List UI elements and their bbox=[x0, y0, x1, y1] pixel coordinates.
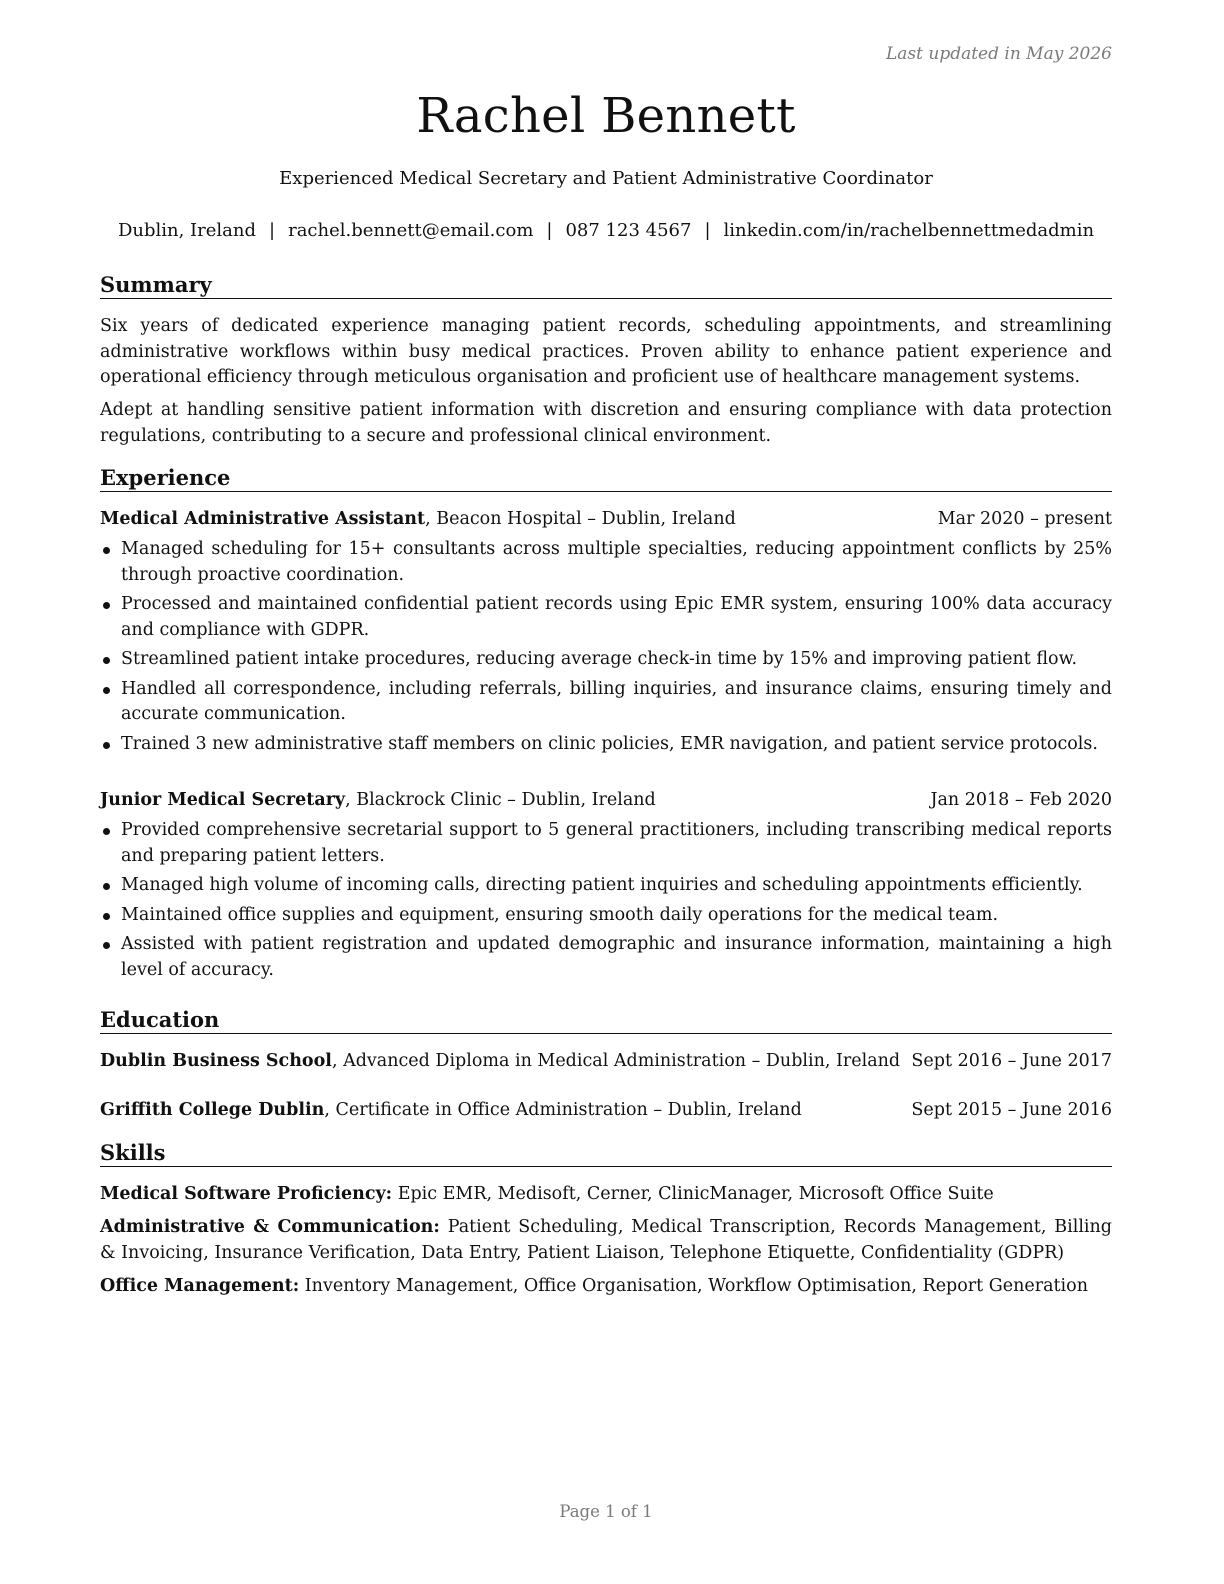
skill-label: Office Management: bbox=[100, 1276, 300, 1296]
contact-email[interactable]: rachel.bennett@email.com bbox=[288, 220, 534, 241]
skill-group bbox=[100, 1274, 1112, 1300]
section-title-education: Education bbox=[100, 1008, 1112, 1034]
job-org: , Blackrock Clinic – Dublin, Ireland bbox=[345, 790, 656, 810]
candidate-name: Rachel Bennett bbox=[416, 88, 796, 144]
list-item: Provided comprehensive secretarial support to 5 general practitioners, including transcribing medical reports and preparing patient letters. bbox=[100, 818, 1112, 869]
job-role: Junior Medical Secretary bbox=[100, 790, 346, 810]
skill-items: Patient Scheduling, Medical Transcription, Records Management, Billing & Invoicing, Insurance Verification, Data Entry, Patient Liaison, Telephone Etiquette, Confidentiality (GDPR) bbox=[100, 1217, 1112, 1263]
list-item: Trained 3 new administrative staff members on clinic policies, EMR navigation, and patient service protocols. bbox=[100, 732, 1112, 758]
job-org: , Beacon Hospital – Dublin, Ireland bbox=[425, 509, 736, 529]
list-item: Assisted with patient registration and updated demographic and insurance information, maintaining a high level of accuracy. bbox=[100, 932, 1112, 983]
education-entry bbox=[100, 1049, 1112, 1074]
skill-group bbox=[100, 1215, 1112, 1266]
section-title-experience: Experience bbox=[100, 466, 1112, 492]
list-item: Handled all correspondence, including referrals, billing inquiries, and insurance claims, ensuring timely and accurate communication. bbox=[100, 677, 1112, 728]
summary-paragraph: Six years of dedicated experience managing patient records, scheduling appointments, and streamlining administrative workflows within busy medical practices. Proven ability to enhance patient experience and operational efficiency through meticulous organisation and proficient use of healthcare management systems. bbox=[100, 316, 1112, 387]
job-bullets bbox=[100, 537, 1112, 761]
job-bullets bbox=[100, 818, 1112, 987]
list-item: Processed and maintained confidential patient records using Epic EMR system, ensuring 100% data accuracy and compliance with GDPR. bbox=[100, 592, 1112, 643]
job-dates: Mar 2020 – present bbox=[937, 509, 1112, 529]
education-dates: Sept 2015 – June 2016 bbox=[911, 1100, 1112, 1120]
contact-separator: | bbox=[704, 220, 711, 241]
contact-separator: | bbox=[546, 220, 553, 241]
job-role: Medical Administrative Assistant bbox=[100, 509, 426, 529]
list-item: Managed scheduling for 15+ consultants across multiple specialties, reducing appointment conflicts by 25% through proactive coordination. bbox=[100, 537, 1112, 588]
skill-group bbox=[100, 1182, 1112, 1208]
resume-page bbox=[100, 0, 1112, 1584]
education-dates: Sept 2016 – June 2017 bbox=[911, 1051, 1112, 1071]
contact-line bbox=[100, 220, 1112, 241]
job-dates: Jan 2018 – Feb 2020 bbox=[930, 790, 1112, 810]
education-entry bbox=[100, 1098, 1112, 1123]
skill-items: Epic EMR, Medisoft, Cerner, ClinicManager, Microsoft Office Suite bbox=[392, 1184, 994, 1204]
education-school: Griffith College Dublin bbox=[100, 1100, 325, 1120]
skill-label: Medical Software Proficiency: bbox=[100, 1184, 393, 1204]
section-title-summary: Summary bbox=[100, 273, 1112, 299]
headline: Experienced Medical Secretary and Patient Administrative Coordinator bbox=[279, 168, 933, 189]
list-item: Streamlined patient intake procedures, reducing average check-in time by 15% and improving patient flow. bbox=[100, 647, 1112, 673]
section-title-skills: Skills bbox=[100, 1141, 1112, 1167]
skill-items: Inventory Management, Office Organisation, Workflow Optimisation, Report Generation bbox=[299, 1276, 1088, 1296]
job-header bbox=[100, 788, 1112, 813]
education-detail: , Certificate in Office Administration – Dublin, Ireland bbox=[324, 1100, 802, 1120]
contact-linkedin[interactable]: linkedin.com/in/rachelbennettmedadmin bbox=[723, 220, 1095, 241]
job-header bbox=[100, 507, 1112, 532]
education-school: Dublin Business School bbox=[100, 1051, 332, 1071]
contact-location: Dublin, Ireland bbox=[117, 220, 257, 241]
education-detail: , Advanced Diploma in Medical Administration – Dublin, Ireland bbox=[331, 1051, 901, 1071]
contact-phone[interactable]: 087 123 4567 bbox=[565, 220, 692, 241]
summary-paragraph: Adept at handling sensitive patient information with discretion and ensuring compliance with data protection regulations, contributing to a secure and professional clinical environment. bbox=[100, 400, 1112, 446]
list-item: Maintained office supplies and equipment, ensuring smooth daily operations for the medical team. bbox=[100, 903, 1112, 929]
skill-label: Administrative & Communication: bbox=[100, 1217, 440, 1237]
contact-separator: | bbox=[269, 220, 276, 241]
last-updated: Last updated in May 2026 bbox=[885, 44, 1112, 64]
page-number: Page 1 of 1 bbox=[559, 1502, 653, 1521]
list-item: Managed high volume of incoming calls, directing patient inquiries and scheduling appointments efficiently. bbox=[100, 873, 1112, 899]
